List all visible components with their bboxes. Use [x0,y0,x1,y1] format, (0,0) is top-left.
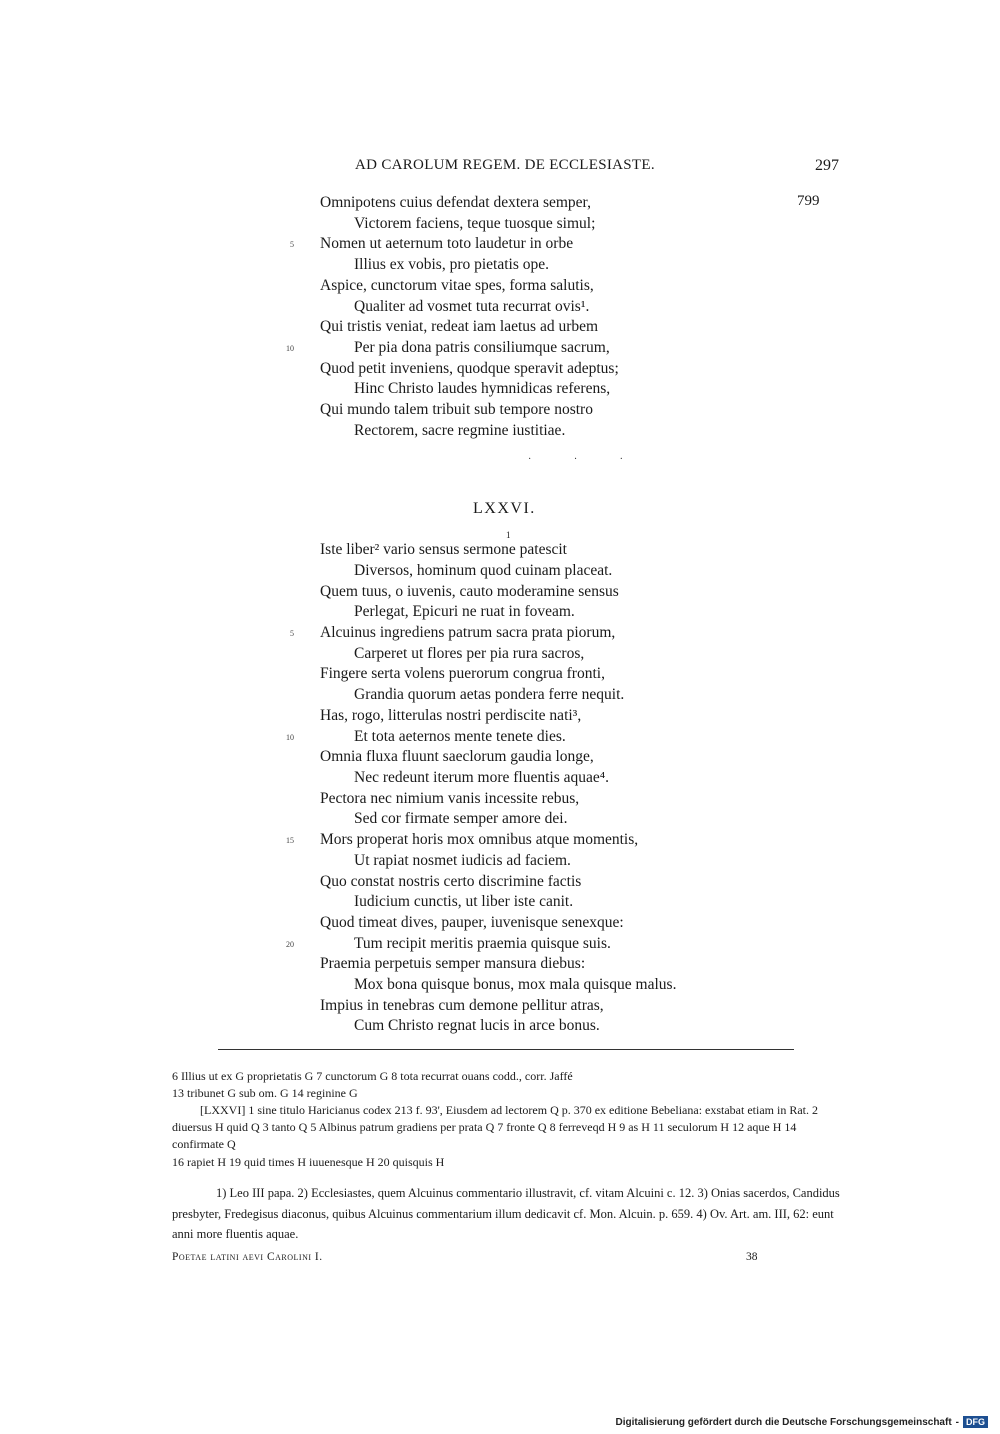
dfg-logo-icon: DFG [963,1416,988,1428]
verse-line: Omnipotens cuius defendat dextera semper, [320,194,591,211]
verse-line: Cum Christo regnat lucis in arce bonus. [354,1017,600,1034]
verse-line: Qui tristis veniat, redeat iam laetus ad urbem [320,318,599,335]
dfg-credit-text: Digitalisierung gefördert durch die Deutsche Forschungsgemeinschaft [615,1416,952,1428]
verse-line: Quem tuus, o iuvenis, cauto moderamine sensus [320,583,619,600]
verse-line: Ut rapiat nosmet iudicis ad faciem. [354,852,571,869]
line-number: 5 [290,629,294,638]
verse-line: Quod timeat dives, pauper, iuvenisque senexque: [320,914,624,931]
verse-line: Omnia fluxa fluunt saeclorum gaudia longe, [320,748,594,765]
year-note: 799 [797,193,820,209]
verse-line: Qui mundo talem tribuit sub tempore nostro [320,401,593,418]
apparatus-line: 13 tribunet G sub om. G 14 reginine G [172,1086,358,1100]
verse-line: Quod petit inveniens, quodque speravit adeptus; [320,360,619,377]
verse-line: Grandia quorum aetas pondera ferre nequit. [354,686,625,703]
verse-line: Nec redeunt iterum more fluentis aquae⁴. [354,769,610,786]
verse-line: Diversos, hominum quod cuinam placeat. [354,562,613,579]
verse-line: Fingere serta volens puerorum congrua fronti, [320,665,605,682]
verse-line: Praemia perpetuis semper mansura diebus: [320,955,586,972]
line-number: 10 [286,344,294,353]
verse-line: Tum recipit meritis praemia quisque suis. [354,935,611,952]
verse-line: Victorem faciens, teque tuosque simul; [354,215,596,232]
verse-line: Sed cor firmate semper amore dei. [354,810,568,827]
verse-line: Hinc Christo laudes hymnidicas referens, [354,380,611,397]
dfg-credit: Digitalisierung gefördert durch die Deutsche Forschungsgemeinschaft - DFG [615,1416,988,1428]
apparatus-line: 16 rapiet H 19 quid times H iuuenesque H 20 quisquis H [172,1155,445,1169]
verse-line: Per pia dona patris consiliumque sacrum, [354,339,610,356]
verse-line: Iste liber² vario sensus sermone patescit [320,541,567,558]
verse-line: Alcuinus ingrediens patrum sacra prata piorum, [320,624,616,641]
verse-line: Mors properat horis mox omnibus atque momentis, [320,831,639,848]
line-number: 10 [286,733,294,742]
apparatus-line: 6 Illius ut ex G proprietatis G 7 cunctorum G 8 tota recurrat ouans codd., corr. Jaffé [172,1069,573,1083]
verse-line: Impius in tenebras cum demone pellitur atras, [320,997,604,1014]
verse-line: Illius ex vobis, pro pietatis ope. [354,256,550,273]
line-number: 20 [286,940,294,949]
verse-line: Nomen ut aeternum toto laudetur in orbe [320,235,574,252]
footer-series-title: Poetae latini aevi Carolini I. [172,1251,323,1263]
verse-line: Et tota aeternos mente tenete dies. [354,728,566,745]
section-divider: · · · [528,454,643,465]
footnote-rule [218,1049,794,1050]
line-number: 5 [290,240,294,249]
footnotes: 1) Leo III papa. 2) Ecclesiastes, quem Alcuinus commentario illustravit, cf. vitam Alcuini c. 12. 3) Onias sacerdos, Candidus presbyter, Fredegisus diaconus, quibus Alcuinus commentarium illum dedicavit cf. Mon. Alcuin. p. 659. 4) Ov. Art. am. III, 62: eunt anni more fluentis aquae. [172,1186,840,1241]
verse-line: Mox bona quisque bonus, mox mala quisque malus. [354,976,677,993]
verse-line: Has, rogo, litterulas nostri perdiscite nati³, [320,707,582,724]
running-header: AD CAROLUM REGEM. DE ECCLESIASTE. [355,157,655,173]
verse-line: Aspice, cunctorum vitae spes, forma salutis, [320,277,594,294]
verse-line: Quo constat nostris certo discrimine factis [320,873,582,890]
line-number: 15 [286,836,294,845]
verse-line: Carperet ut flores per pia rura sacros, [354,645,585,662]
apparatus-line: [LXXVI] 1 sine titulo Haricianus codex 213 f. 93', Eiusdem ad lectorem Q p. 370 ex editione Bebeliana: exstabat etiam in Rat. 2 diuersus H quid Q 3 tanto Q 5 Albinus patrum gradiens per prata Q 7 fronte Q 8 ferreveqd H 9 as H 11 seculorum H 12 aque H 14 confirmate Q [172,1103,818,1152]
verse-line: Perlegat, Epicuri ne ruat in foveam. [354,603,575,620]
section-marker: 1 [506,530,511,540]
verse-line: Rectorem, sacre regmine iustitiae. [354,422,566,439]
verse-line: Iudicium cunctis, ut liber iste canit. [354,893,574,910]
footer-signature: 38 [746,1251,758,1263]
verse-line: Qualiter ad vosmet tuta recurrat ovis¹. [354,298,590,315]
section-numeral: LXXVI. [473,500,536,517]
page-number: 297 [815,157,839,174]
verse-line: Pectora nec nimium vanis incessite rebus, [320,790,580,807]
